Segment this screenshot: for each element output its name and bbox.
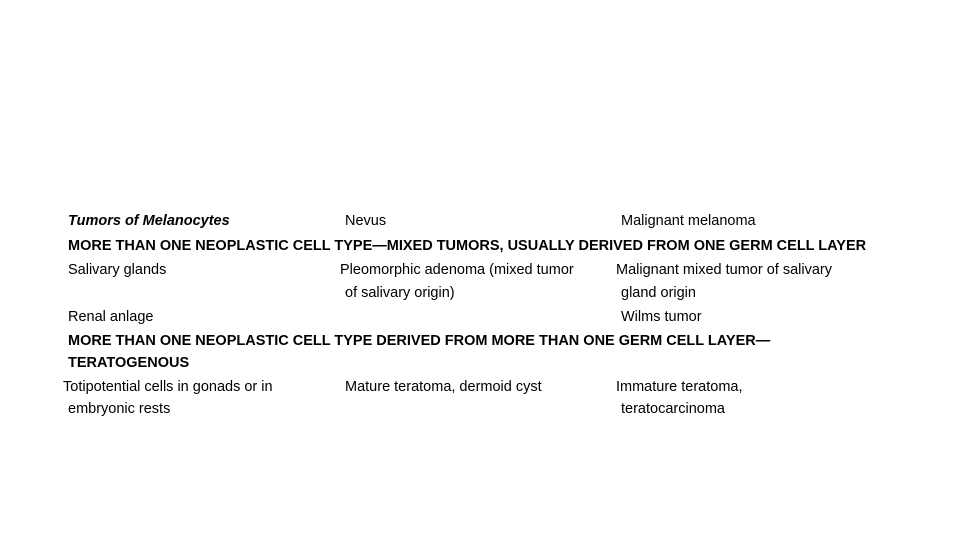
category-renal-anlage: Renal anlage — [68, 309, 154, 325]
section-header-teratogenous-line1: MORE THAN ONE NEOPLASTIC CELL TYPE DERIVED FROM MORE THAN ONE GERM CELL LAYER— — [68, 333, 771, 349]
category-salivary-glands: Salivary glands — [68, 262, 167, 278]
malignant-immature-teratoma-line2: teratocarcinoma — [621, 401, 725, 417]
category-melanocytes: Tumors of Melanocytes — [68, 213, 230, 229]
benign-nevus: Nevus — [345, 213, 387, 229]
malignant-mixed-tumor-line2: gland origin — [621, 285, 696, 301]
benign-pleomorphic-adenoma-line1: Pleomorphic adenoma (mixed tumor — [340, 262, 574, 278]
benign-pleomorphic-adenoma-line2: of salivary origin) — [345, 285, 455, 301]
section-header-mixed-tumors: MORE THAN ONE NEOPLASTIC CELL TYPE—MIXED TUMORS, USUALLY DERIVED FROM ONE GERM CELL LAYER — [68, 238, 867, 254]
section-header-teratogenous-line2: TERATOGENOUS — [68, 355, 190, 371]
malignant-wilms-tumor: Wilms tumor — [621, 309, 702, 325]
benign-mature-teratoma: Mature teratoma, dermoid cyst — [345, 379, 542, 395]
malignant-mixed-tumor-line1: Malignant mixed tumor of salivary — [616, 262, 832, 278]
category-totipotential-cells-line1: Totipotential cells in gonads or in — [63, 379, 273, 395]
category-totipotential-cells-line2: embryonic rests — [68, 401, 171, 417]
malignant-immature-teratoma-line1: Immature teratoma, — [616, 379, 743, 395]
malignant-melanoma: Malignant melanoma — [621, 213, 756, 229]
